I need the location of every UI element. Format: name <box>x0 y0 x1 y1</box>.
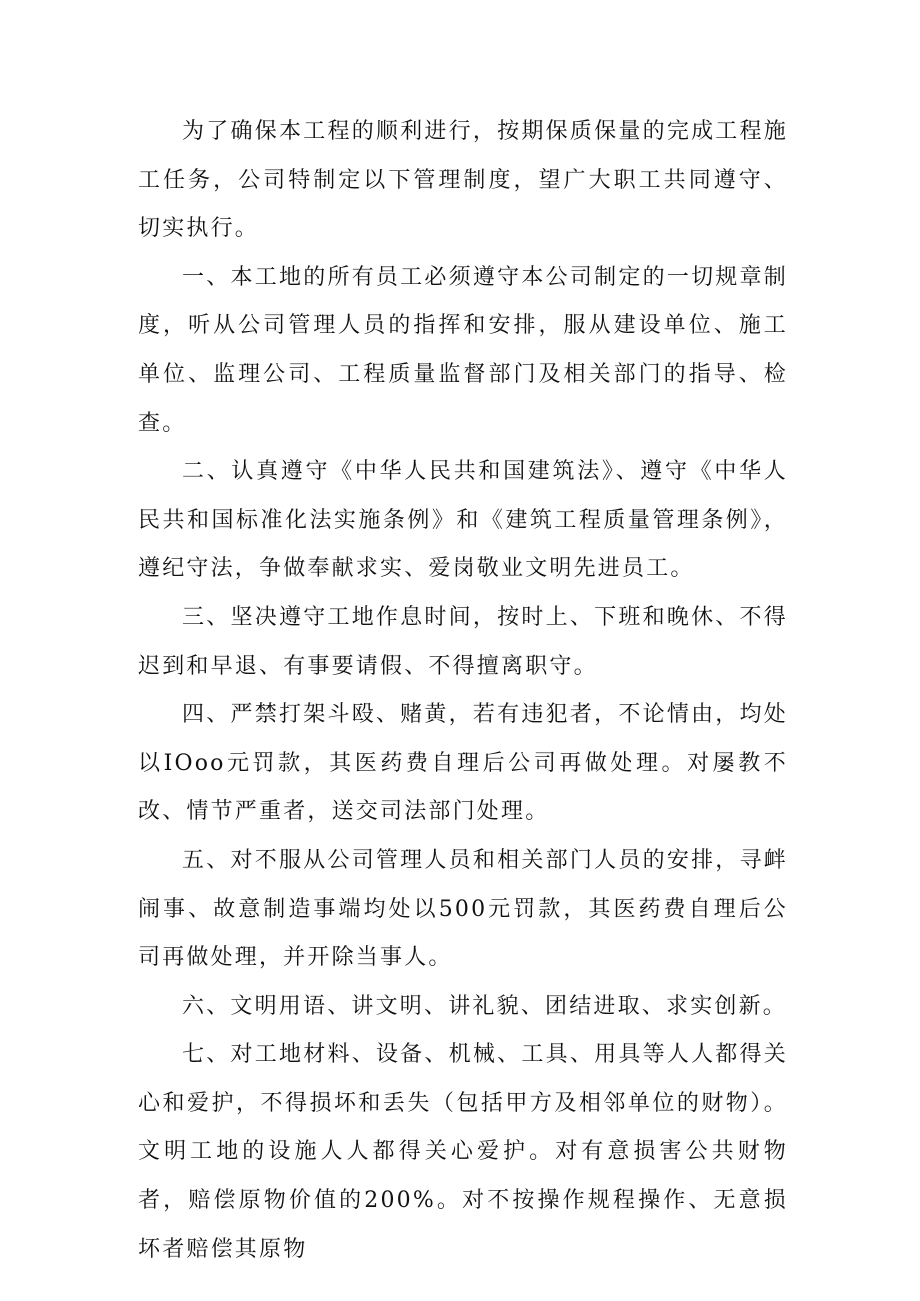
paragraph-intro: 为了确保本工程的顺利进行，按期保质保量的完成工程施工任务，公司特制定以下管理制度，望广大职工共同遵守、切实执行。 <box>138 119 788 242</box>
paragraph-rule-6: 六、文明用语、讲文明、讲礼貌、团结进取、求实创新。 <box>182 993 788 1019</box>
paragraph-rule-2: 二、认真遵守《中华人民共和国建筑法》、遵守《中华人民共和国标准化法实施条例》和《建筑工程质量管理条例》，遵纪守法，争做奉献求实、爱岗敬业文明先进员工。 <box>138 459 788 582</box>
paragraph-rule-5: 五、对不服从公司管理人员和相关部门人员的安排，寻衅闹事、故意制造事端均处以500元罚款，其医药费自理后公司再做处理，并开除当事人。 <box>138 847 788 971</box>
paragraph-rule-1: 一、本工地的所有员工必须遵守本公司制定的一切规章制度，听从公司管理人员的指挥和安排，服从建设单位、施工单位、监理公司、工程质量监督部门及相关部门的指导、检查。 <box>138 264 788 436</box>
paragraph-rule-4: 四、严禁打架斗殴、赌黄，若有违犯者，不论情由，均处以IOoo元罚款，其医药费自理后公司再做处理。对屡教不改、情节严重者，送交司法部门处理。 <box>138 702 788 825</box>
paragraph-rule-3: 三、坚决遵守工地作息时间，按时上、下班和晚休、不得迟到和早退、有事要请假、不得擅离职守。 <box>138 604 788 679</box>
document-body <box>138 108 788 1274</box>
paragraph-rule-7: 七、对工地材料、设备、机械、工具、用具等人人都得关心和爱护，不得损坏和丢失（包括甲方及相邻单位的财物）。文明工地的设施人人都得关心爱护。对有意损害公共财物者，赔偿原物价值的200%。对不按操作规程操作、无意损坏者赔偿其原物 <box>138 1042 788 1262</box>
